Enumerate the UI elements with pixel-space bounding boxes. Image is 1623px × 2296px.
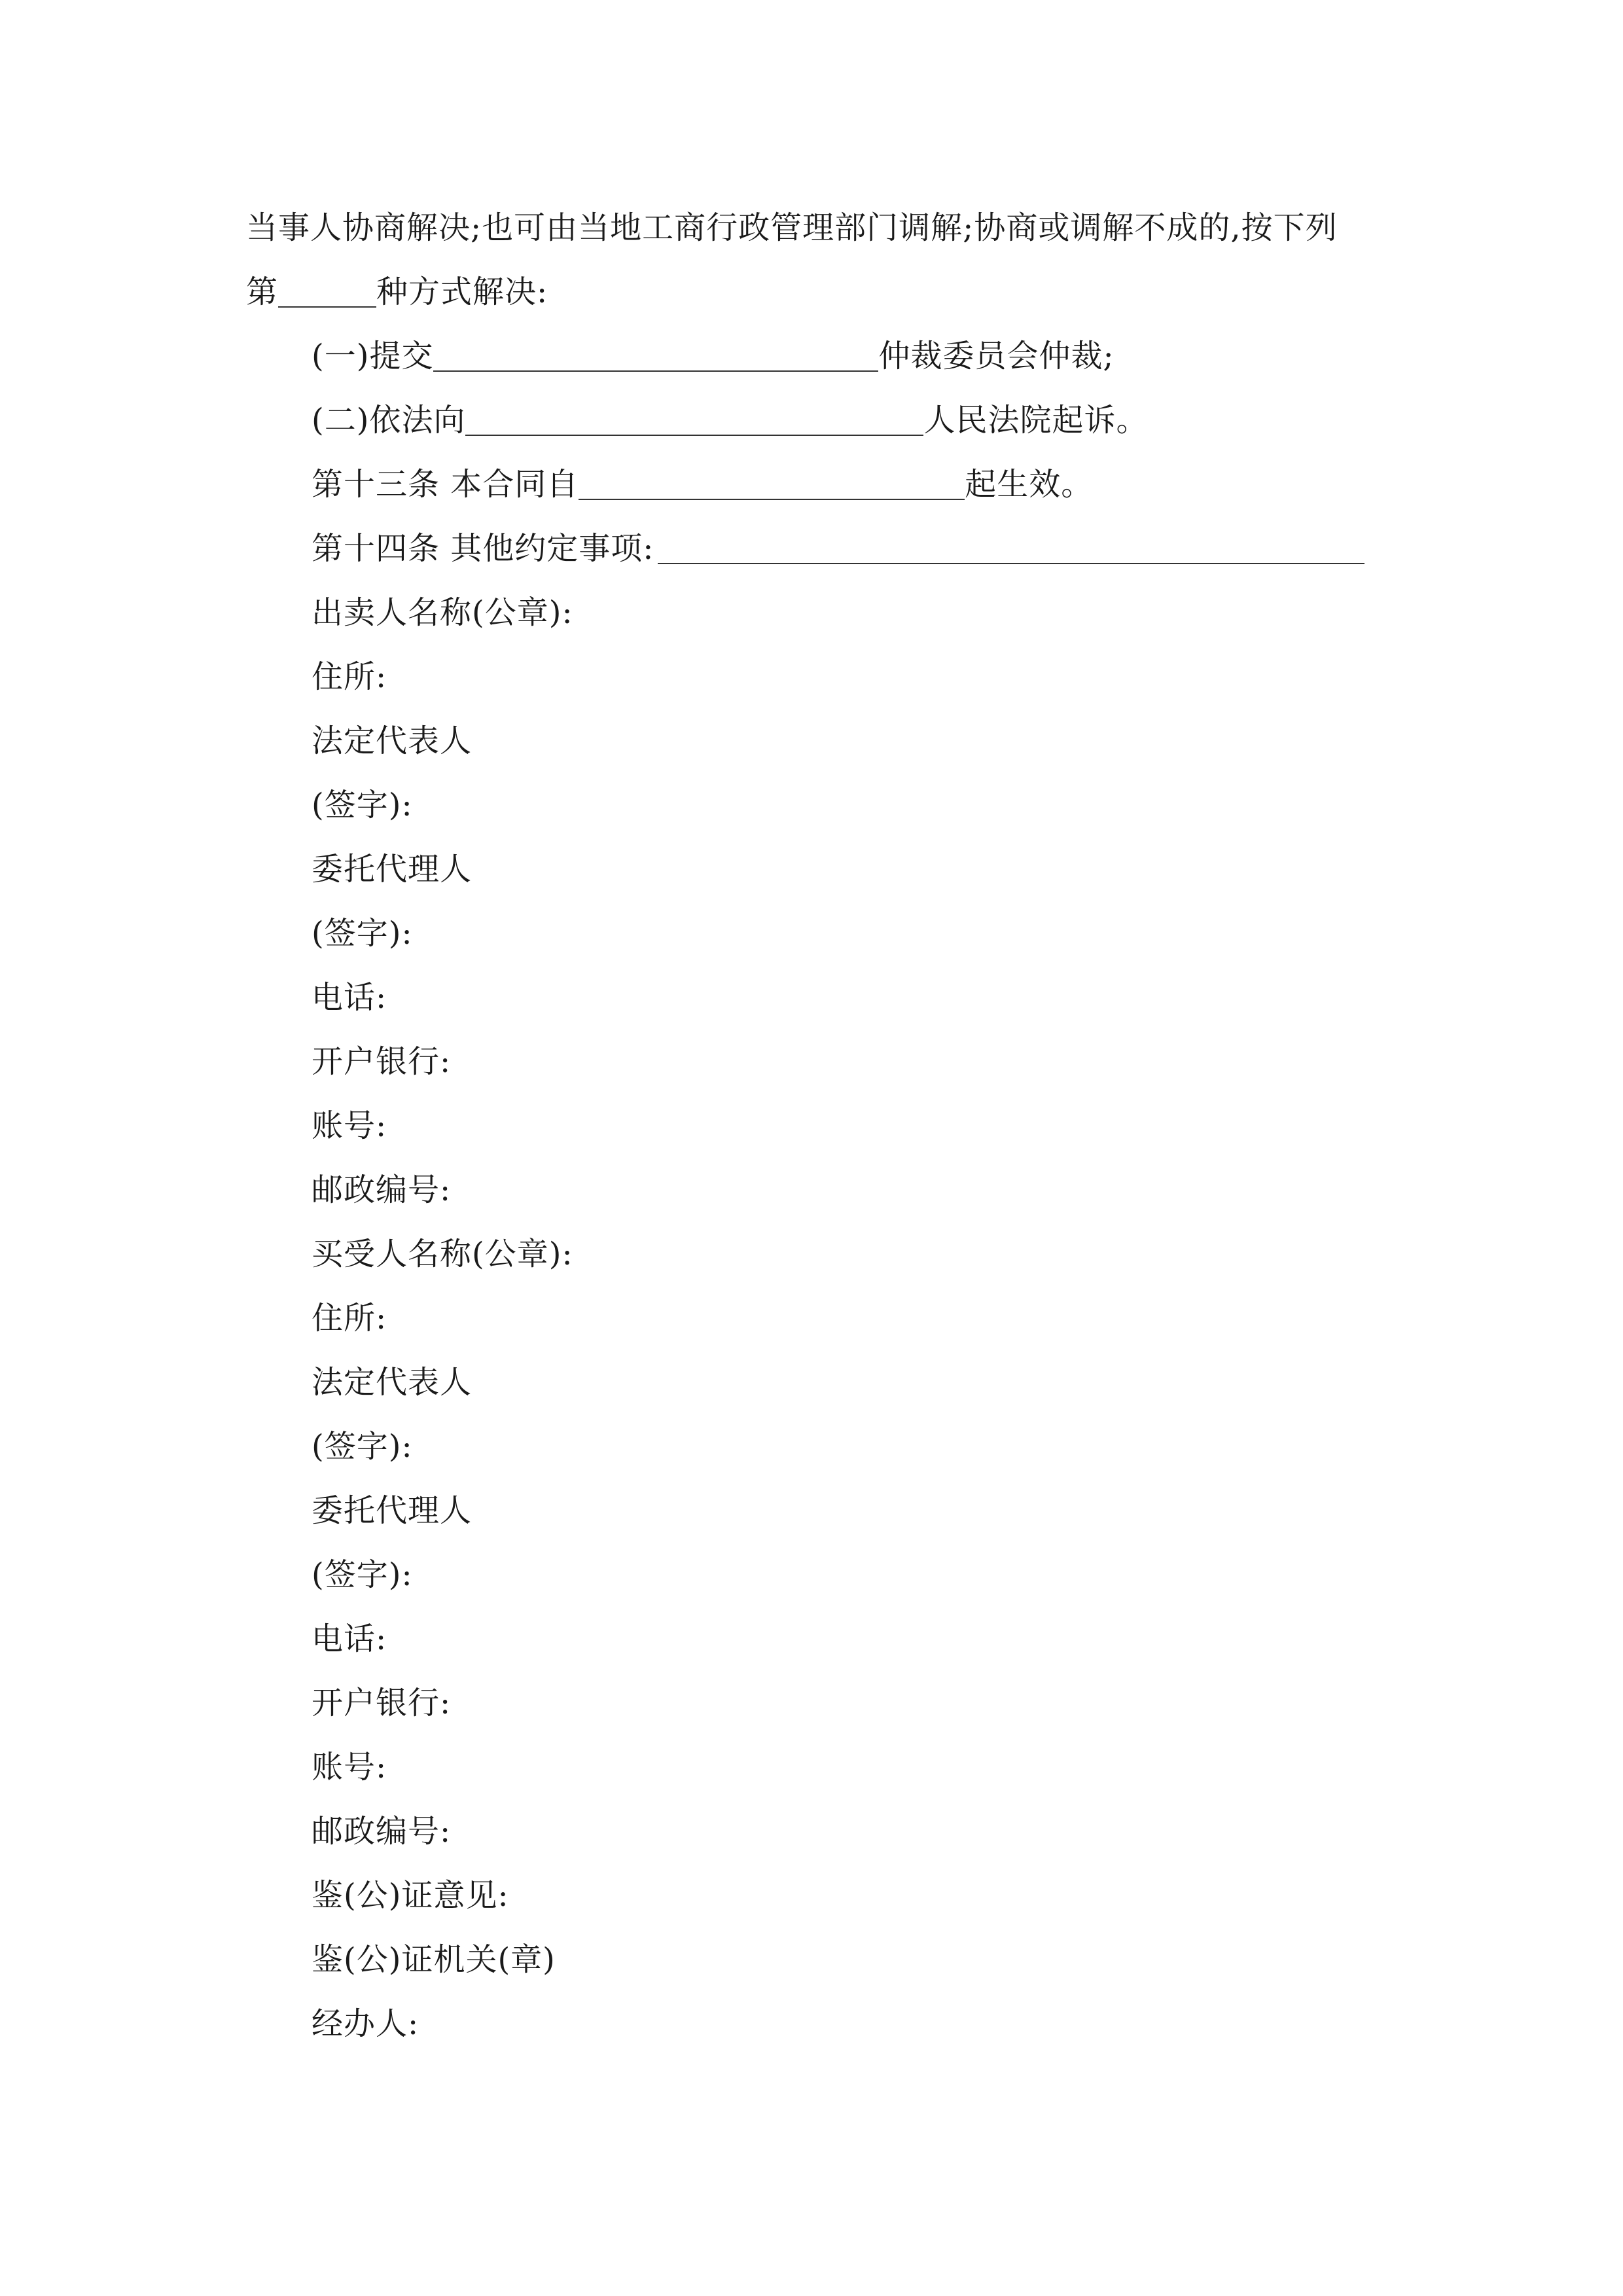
seller-postcode: 邮政编号: [312, 1172, 452, 1208]
buyer-agent: 委托代理人 [312, 1492, 473, 1529]
option-court [312, 401, 1148, 440]
clause12-line1 [246, 208, 1338, 247]
clause14 [312, 529, 1364, 568]
court-name-blank[interactable] [465, 404, 923, 436]
buyer-account: 账号: [312, 1749, 387, 1785]
clause13-prefix: 第十三条 本合同自 [312, 466, 579, 503]
clause13-suffix: 起生效。 [965, 466, 1094, 503]
clause14-prefix: 第十四条 其他约定事项: [312, 530, 654, 567]
option1-prefix: (一)提交 [312, 338, 434, 374]
buyer-phone: 电话: [312, 1621, 387, 1657]
buyer-agent-sign: (签字): [312, 1556, 413, 1593]
clause13 [312, 465, 1093, 504]
notary-handler: 经办人: [312, 2005, 419, 2042]
option2-suffix: 人民法院起诉。 [923, 402, 1149, 439]
notary-office: 鉴(公)证机关(章) [312, 1941, 556, 1978]
other-matters-blank[interactable] [658, 533, 1364, 564]
effective-date-blank[interactable] [579, 469, 965, 500]
buyer-address: 住所: [312, 1300, 387, 1336]
buyer-postcode: 邮政编号: [312, 1813, 452, 1850]
option-arbitration [312, 336, 1115, 376]
method-number-blank[interactable] [278, 276, 376, 308]
buyer-name: 买受人名称(公章): [312, 1236, 573, 1272]
seller-legal-rep: 法定代表人 [312, 723, 473, 759]
clause12-prefix: 第 [246, 274, 279, 310]
notary-opinion: 鉴(公)证意见: [312, 1877, 509, 1914]
seller-bank: 开户银行: [312, 1043, 452, 1080]
buyer-legal-rep: 法定代表人 [312, 1364, 473, 1401]
seller-name: 出卖人名称(公章): [312, 594, 573, 631]
clause12-text-line1: 当事人协商解决;也可由当地工商行政管理部门调解;协商或调解不成的,按下列 [246, 209, 1338, 246]
seller-agent: 委托代理人 [312, 851, 473, 888]
seller-address: 住所: [312, 658, 387, 695]
option2-prefix: (二)依法向 [312, 402, 466, 439]
clause12-suffix: 种方式解决: [376, 274, 548, 310]
clause12-line2 [246, 272, 548, 312]
seller-agent-sign: (签字): [312, 915, 413, 952]
option1-suffix: 仲裁委员会仲裁; [878, 338, 1115, 374]
seller-phone: 电话: [312, 979, 387, 1016]
buyer-legal-rep-sign: (签字): [312, 1428, 413, 1465]
arbitration-commission-blank[interactable] [433, 340, 878, 372]
seller-account: 账号: [312, 1107, 387, 1144]
seller-legal-rep-sign: (签字): [312, 787, 413, 823]
buyer-bank: 开户银行: [312, 1685, 452, 1721]
